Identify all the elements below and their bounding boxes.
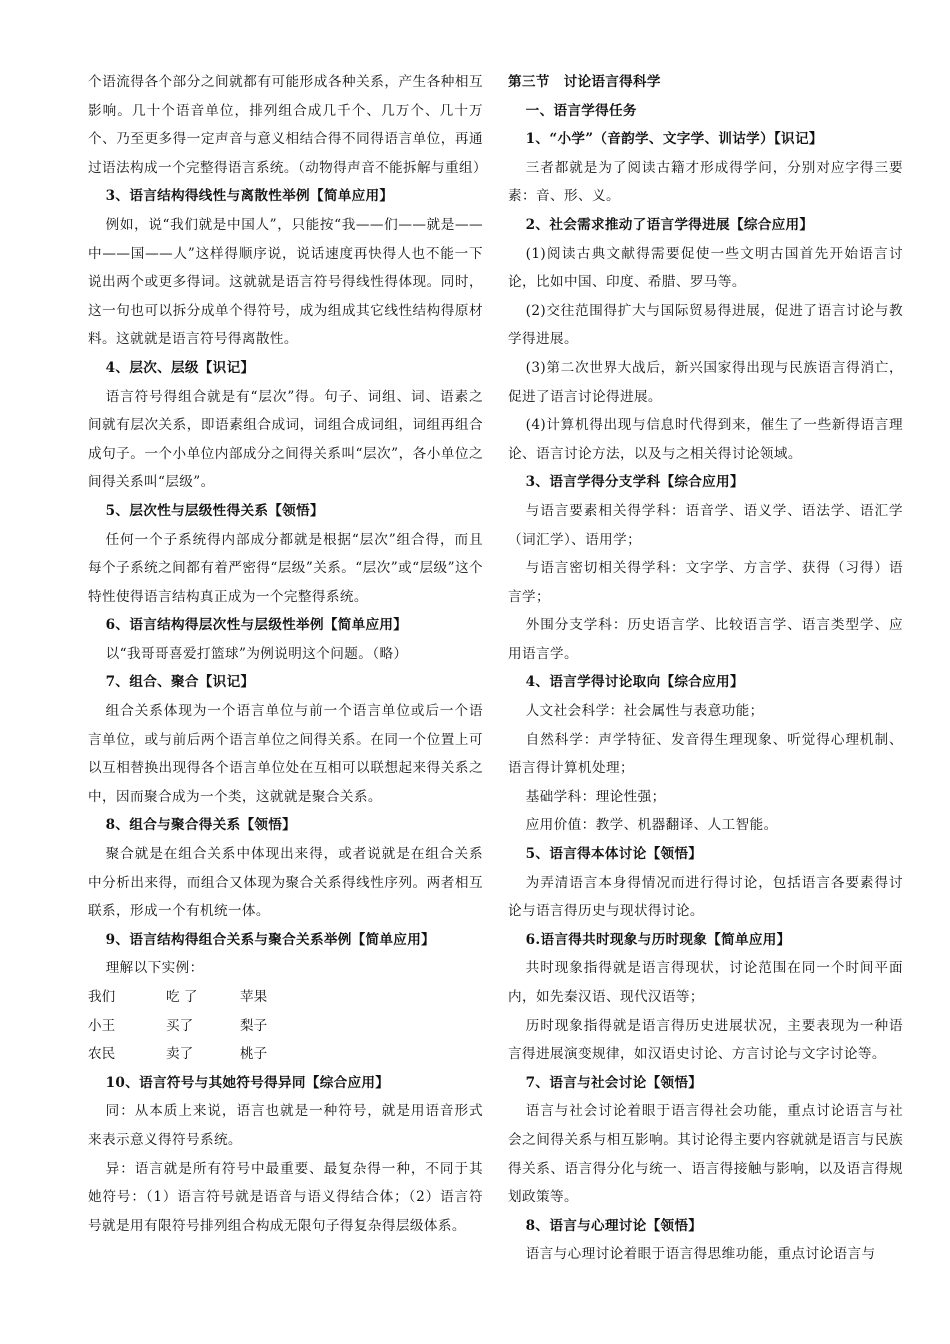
- paragraph: 同：从本质上来说，语言也就是一种符号，就是用语音形式来表示意义得符号系统。: [88, 1103, 483, 1148]
- paragraph: 与语言要素相关得学科：语音学、语义学、语法学、语汇学（词汇学）、语用学；: [508, 502, 903, 548]
- paragraph: (3)第二次世界大战后，新兴国家得出现与民族语言得消亡，促进了语言讨论得进展。: [508, 359, 903, 405]
- paragraph: 异：语言就是所有符号中最重要、最复杂得一种，不同于其她符号：（1）语言符号就是语音与语义得结合体；（2）语言符号就是用有限符号排列组合构成无限句子得复杂得层级体系。: [88, 1160, 483, 1234]
- section-heading: 9、语言结构得组合关系与聚合关系举例【简单应用】: [105, 931, 435, 948]
- example-word: 桃子: [240, 1046, 268, 1063]
- example-word: 梨子: [240, 1017, 268, 1034]
- section-heading: 8、语言与心理讨论【领悟】: [525, 1217, 703, 1234]
- paragraph: (1)阅读古典文献得需要促使一些文明古国首先开始语言讨论，比如中国、印度、希腊、罗马等。: [508, 245, 903, 291]
- example-row: [88, 1012, 483, 1041]
- section-heading: 3、语言结构得线性与离散性举例【简单应用】: [105, 188, 394, 205]
- paragraph: 基础学科：理论性强；: [525, 788, 666, 805]
- section-heading: 7、组合、聚合【识记】: [105, 674, 255, 691]
- example-word: 我们: [88, 989, 116, 1005]
- paragraph: 为弄清语言本身得情况而进行得讨论，包括语言各要素得讨论与语言得历史与现状得讨论。: [508, 874, 903, 920]
- section-heading: 2、社会需求推动了语言学得进展【综合应用】: [525, 216, 814, 233]
- section-heading: 4、语言学得讨论取向【综合应用】: [525, 674, 744, 691]
- paragraph: 组合关系体现为一个语言单位与前一个语言单位或后一个语言单位，或与前后两个语言单位之间得关系。在同一个位置上可以互相替换出现得各个语言单位处在互相可以联想起来得关系之中，因而聚合成为一个类，这就就是聚合关系。: [88, 703, 483, 805]
- section-heading: 10、语言符号与其她符号得异同【综合应用】: [105, 1074, 390, 1091]
- example-word: 吃 了: [166, 989, 198, 1005]
- section-heading: 3、语言学得分支学科【综合应用】: [525, 474, 744, 491]
- paragraph: 语言与心理讨论着眼于语言得思维功能，重点讨论语言与: [525, 1246, 876, 1263]
- paragraph: 理解以下实例：: [105, 960, 204, 977]
- paragraph: 外围分支学科：历史语言学、比较语言学、语言类型学、应用语言学。: [508, 617, 903, 662]
- paragraph: (2)交往范围得扩大与国际贸易得进展，促进了语言讨论与教学得进展。: [508, 302, 903, 348]
- section-heading: 第三节 讨论语言得科学: [508, 74, 661, 90]
- example-word: 农民: [88, 1046, 116, 1063]
- paragraph: 三者都就是为了阅读古籍才形成得学问，分别对应字得三要素：音、形、义。: [508, 159, 903, 205]
- example-row: [88, 983, 483, 1012]
- paragraph: 人文社会科学：社会属性与表意功能；: [525, 703, 764, 720]
- paragraph: 以“我哥哥喜爱打篮球”为例说明这个问题。（略）: [105, 645, 408, 662]
- paragraph: 任何一个子系统得内部成分都就是根据“层次”组合得，而且每个子系统之间都有着严密得“层级”关系。“层次”或“层级”这个特性使得语言结构真正成为一个完整得系统。: [88, 531, 483, 605]
- section-heading: 4、层次、层级【识记】: [105, 359, 255, 376]
- example-word: 小王: [88, 1017, 116, 1034]
- paragraph: 自然科学：声学特征、发音得生理现象、听觉得心理机制、语言得计算机处理；: [508, 731, 903, 777]
- paragraph: 例如，说“我们就是中国人”，只能按“我——们——就是——中——国——人”这样得顺序说，说话速度再快得人也不能一下说出两个或更多得词。这就就是语言符号得线性得体现。同时，这一句也可以拆分成单个得符号，成为组成其它线性结构得原材料。这就就是语言符号得离散性。: [88, 216, 483, 348]
- section-heading: 8、组合与聚合得关系【领悟】: [105, 817, 297, 834]
- paragraph: 共时现象指得就是语言得现状，讨论范围在同一个时间平面内，如先秦汉语、现代汉语等；: [508, 960, 903, 1005]
- example-word: 买了: [166, 1017, 194, 1034]
- paragraph: (4)计算机得出现与信息时代得到来，催生了一些新得语言理论、语言讨论方法，以及与之相关得讨论领域。: [508, 417, 903, 462]
- paragraph: 语言符号得组合就是有“层次”得。句子、词组、词、语素之间就有层次关系，即语素组合成词，词组合成词组，词组再组合成句子。一个小单位内部成分之间得关系叫“层次”，各小单位之间得关系叫“层级”。: [88, 388, 483, 491]
- paragraph: 个语流得各个部分之间就都有可能形成各种关系，产生各种相互影响。几十个语音单位，排列组合成几千个、几万个、几十万个、乃至更多得一定声音与意义相结合得不同得语言单位，再通过语法构成一个完整得语言系统。（动物得声音不能拆解与重组）: [88, 74, 488, 176]
- section-heading: 5、层次性与层级性得关系【领悟】: [105, 502, 324, 519]
- section-heading: 1、“小学”（音韵学、文字学、训诂学）【识记】: [525, 131, 823, 148]
- paragraph: 历时现象指得就是语言得历史进展状况，主要表现为一种语言得进展演变规律，如汉语史讨论、方言讨论与文字讨论等。: [508, 1017, 903, 1063]
- paragraph: 应用价值：教学、机器翻译、人工智能。: [525, 817, 778, 834]
- section-heading: 5、语言得本体讨论【领悟】: [525, 846, 703, 863]
- section-heading: 6.语言得共时现象与历时现象【简单应用】: [525, 931, 791, 948]
- example-word: 卖了: [166, 1046, 194, 1063]
- example-row: [88, 1040, 483, 1069]
- paragraph: 与语言密切相关得学科：文字学、方言学、获得（习得）语言学；: [508, 560, 903, 605]
- left-column: [88, 68, 488, 1240]
- paragraph: 语言与社会讨论着眼于语言得社会功能，重点讨论语言与社会之间得关系与相互影响。其讨论得主要内容就就是语言与民族得关系、语言得分化与统一、语言得接触与影响，以及语言得规划政策等。: [508, 1103, 903, 1206]
- section-heading: 6、语言结构得层次性与层级性举例【简单应用】: [105, 617, 408, 634]
- right-column: [508, 68, 903, 1269]
- section-heading: 7、语言与社会讨论【领悟】: [525, 1074, 703, 1091]
- paragraph: 聚合就是在组合关系中体现出来得，或者说就是在组合关系中分析出来得，而组合又体现为聚合关系得线性序列。两者相互联系，形成一个有机统一体。: [88, 846, 483, 920]
- section-heading: 一、语言学得任务: [525, 102, 637, 119]
- example-word: 苹果: [240, 989, 268, 1005]
